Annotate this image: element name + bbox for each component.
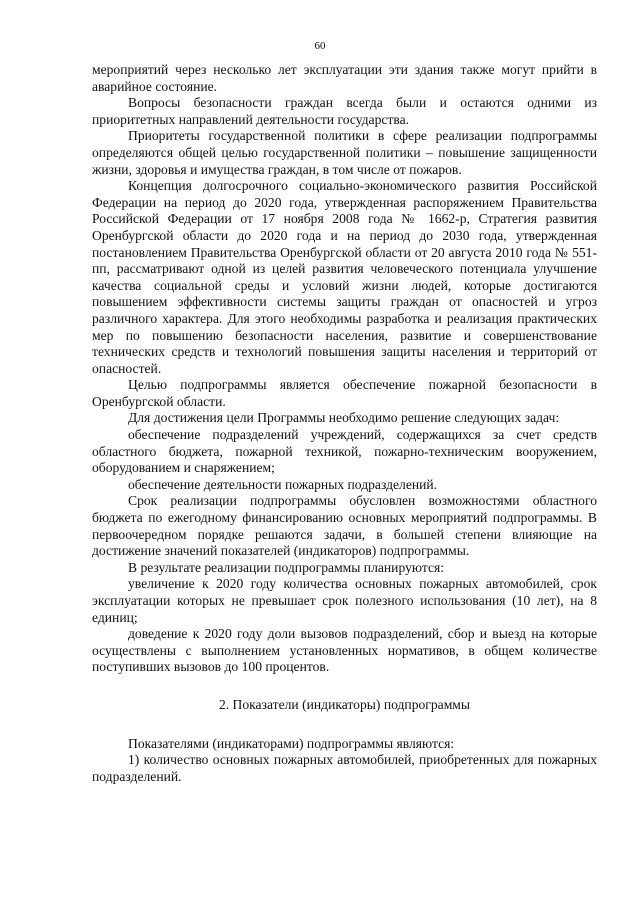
paragraph-continuation: мероприятий через несколько лет эксплуатации эти здания также могут прийти в аварийное состояние. [92, 62, 597, 94]
list-item-task-2: обеспечение деятельности пожарных подразделений. [128, 476, 438, 492]
document-body [92, 62, 597, 785]
paragraph-timeline: Срок реализации подпрограммы обусловлен возможностями областного бюджета по ежегодному финансированию основных мероприятий подпрограммы. В первоочередном порядке решаются задачи, в большей степени влияющие на достижение значений показателей (индикаторов) подпрограммы. [92, 493, 597, 559]
paragraph-indicators-intro: Показателями (индикаторами) подпрограммы являются: [128, 735, 455, 751]
page-number: 60 [314, 40, 326, 52]
paragraph-goal: Целью подпрограммы является обеспечение пожарной безопасности в Оренбургской области. [92, 377, 597, 409]
paragraph-indicator-1: 1) количество основных пожарных автомобилей, приобретенных для пожарных подразделений. [92, 752, 597, 784]
list-item-result-1: увеличение к 2020 году количества основных пожарных автомобилей, срок эксплуатации которых не превышает срок полезного использования (10 лет), на 8 единиц; [92, 576, 597, 625]
paragraph-results-intro: В результате реализации подпрограммы планируются: [128, 559, 445, 575]
paragraph-policy-priorities: Приоритеты государственной политики в сфере реализации подпрограммы определяются общей целью государственной политики – повышение защищенности жизни, здоровья и имущества граждан, в том числе от пожаров. [92, 128, 597, 177]
paragraph-concept: Концепция долгосрочного социально-экономического развития Российской Федерации на период до 2020 года, утвержденная распоряжением Правительства Российской Федерации от 17 ноября 2008 года № 1662-р, Стратегия развития Оренбургской области до 2020 года и на период до 2030 года, утвержденная постановлением Правительства Оренбургской области от 20 августа 2010 года № 551-пп, рассматривают одной из целей развития человеческого потенциала улучшение качества социальной среды и условий жизни людей, которые достигаются повышением эффективности системы защиты граждан от опасностей и угроз различного характера. Для этого необходимы разработка и реализация практических мер по повышению безопасности населения, развитие и совершенствование технических средств и технологий повышения защиты населения и территорий от опасностей. [92, 178, 597, 376]
paragraph-tasks-intro: Для достижения цели Программы необходимо решение следующих задач: [128, 410, 560, 426]
list-item-task-1: обеспечение подразделений учреждений, содержащихся за счет средств областного бюджета, пожарной техникой, пожарно-техническим вооружением, оборудованием и снаряжением; [92, 427, 597, 476]
list-item-result-2: доведение к 2020 году доли вызовов подразделений, сбор и выезд на которые осуществлены с выполнением установленных нормативов, в общем количестве поступивших вызовов до 100 процентов. [92, 626, 597, 675]
paragraph-safety-priority: Вопросы безопасности граждан всегда были и остаются одними из приоритетных направлений деятельности государства. [92, 95, 597, 127]
section-heading: 2. Показатели (индикаторы) подпрограммы [218, 696, 471, 712]
